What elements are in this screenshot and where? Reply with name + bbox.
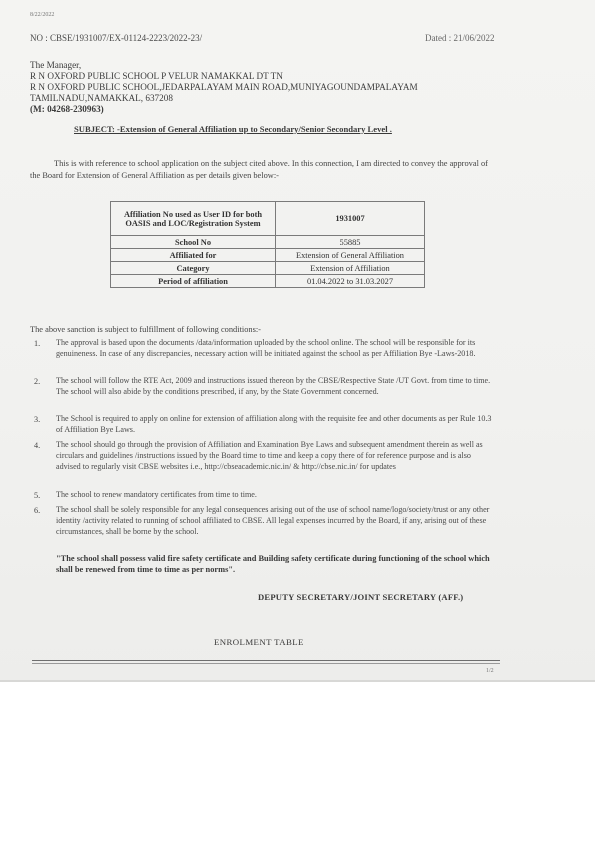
affiliation-table <box>110 201 425 288</box>
address-line-4: TAMILNADU,NAMAKKAL, 637208 <box>30 93 173 103</box>
subject-line: SUBJECT: -Extension of General Affiliation up to Secondary/Senior Secondary Level . <box>74 124 392 134</box>
table-value: 55885 <box>276 236 425 249</box>
table-row <box>111 275 425 288</box>
condition-text: The school shall be solely responsible for any legal consequences arising out of the use of school name/logo/society/trust or any other identity /activity related to running of school affiliated to CBSE. All legal expenses incurred by the Board, if any, arising out of these circumstances, shall be borne by the school. <box>56 505 490 536</box>
table-key: Affiliation No used as User ID for both OASIS and LOC/Registration System <box>111 202 276 236</box>
table-key: Period of affiliation <box>111 275 276 288</box>
condition-text: The approval is based upon the documents /data/information uploaded by the school online. The school will be responsible for its genuineness. In case of any discrepancies, necessary action will be initiated against the school as per Affiliation Bye -Laws-2018. <box>56 338 476 358</box>
conditions-intro: The above sanction is subject to fulfillment of following conditions:- <box>30 325 261 334</box>
table-row <box>111 249 425 262</box>
condition-number: 1. <box>34 339 41 348</box>
address-line-2: R N OXFORD PUBLIC SCHOOL P VELUR NAMAKKAL DT TN <box>30 71 283 81</box>
table-row <box>111 262 425 275</box>
address-line-3: R N OXFORD PUBLIC SCHOOL,JEDARPALAYAM MAIN ROAD,MUNIYAGOUNDAMPALAYAM <box>30 82 418 92</box>
divider-line <box>32 660 500 661</box>
table-value: 01.04.2022 to 31.03.2027 <box>276 275 425 288</box>
divider-line <box>32 663 500 664</box>
table-value: Extension of Affiliation <box>276 262 425 275</box>
fire-safety-note: "The school shall possess valid fire safety certificate and Building safety certificate during functioning of the school which shall be renewed from time to time as per norms". <box>56 554 490 575</box>
condition-number: 2. <box>34 377 41 386</box>
reference-number: NO : CBSE/1931007/EX-01124-2223/2022-23/ <box>30 33 203 43</box>
address-line-5: (M: 04268-230963) <box>30 104 104 114</box>
condition-text: The school should go through the provision of Affiliation and Examination Bye Laws and subsequent amendment therein as well as circulars and guidelines /instructions issued by the Board time to time and keep a copy there of for reference purpose and is also advised to regularly visit CBSE websites i.e., http://cbseacademic.nic.in/ & http://cbse.nic.in/ for updates <box>56 440 483 471</box>
signatory: DEPUTY SECRETARY/JOINT SECRETARY (AFF.) <box>258 592 464 602</box>
dated: Dated : 21/06/2022 <box>425 33 495 43</box>
intro-paragraph: This is with reference to school application on the subject cited above. In this connection, I am directed to convey the approval of the Board for Extension of General Affiliation as per details given below:- <box>30 159 488 180</box>
condition-text: The school will follow the RTE Act, 2009 and instructions issued thereon by the CBSE/Respective State /UT Govt. from time to time. The school will also abide by the conditions prescribed, if any, by the State Government concerned. <box>56 376 491 396</box>
condition-number: 5. <box>34 491 41 500</box>
condition-number: 6. <box>34 506 41 515</box>
table-value: Extension of General Affiliation <box>276 249 425 262</box>
table-row <box>111 236 425 249</box>
condition-number: 4. <box>34 441 41 450</box>
table-value: 1931007 <box>276 202 425 236</box>
table-key: Affiliated for <box>111 249 276 262</box>
table-row <box>111 202 425 236</box>
condition-text: The school to renew mandatory certificates from time to time. <box>56 490 257 499</box>
address-line-1: The Manager, <box>30 60 82 70</box>
condition-text: The School is required to apply on online for extension of affiliation along with the requisite fee and other documents as per Rule 10.3 of Affiliation Bye Laws. <box>56 414 492 434</box>
stamp-date: 8/22/2022 <box>30 12 55 18</box>
table-key: Category <box>111 262 276 275</box>
enrolment-heading: ENROLMENT TABLE <box>214 637 304 647</box>
scan-edge <box>0 680 595 682</box>
condition-number: 3. <box>34 415 41 424</box>
table-key: School No <box>111 236 276 249</box>
page-number: 1/2 <box>486 668 494 674</box>
